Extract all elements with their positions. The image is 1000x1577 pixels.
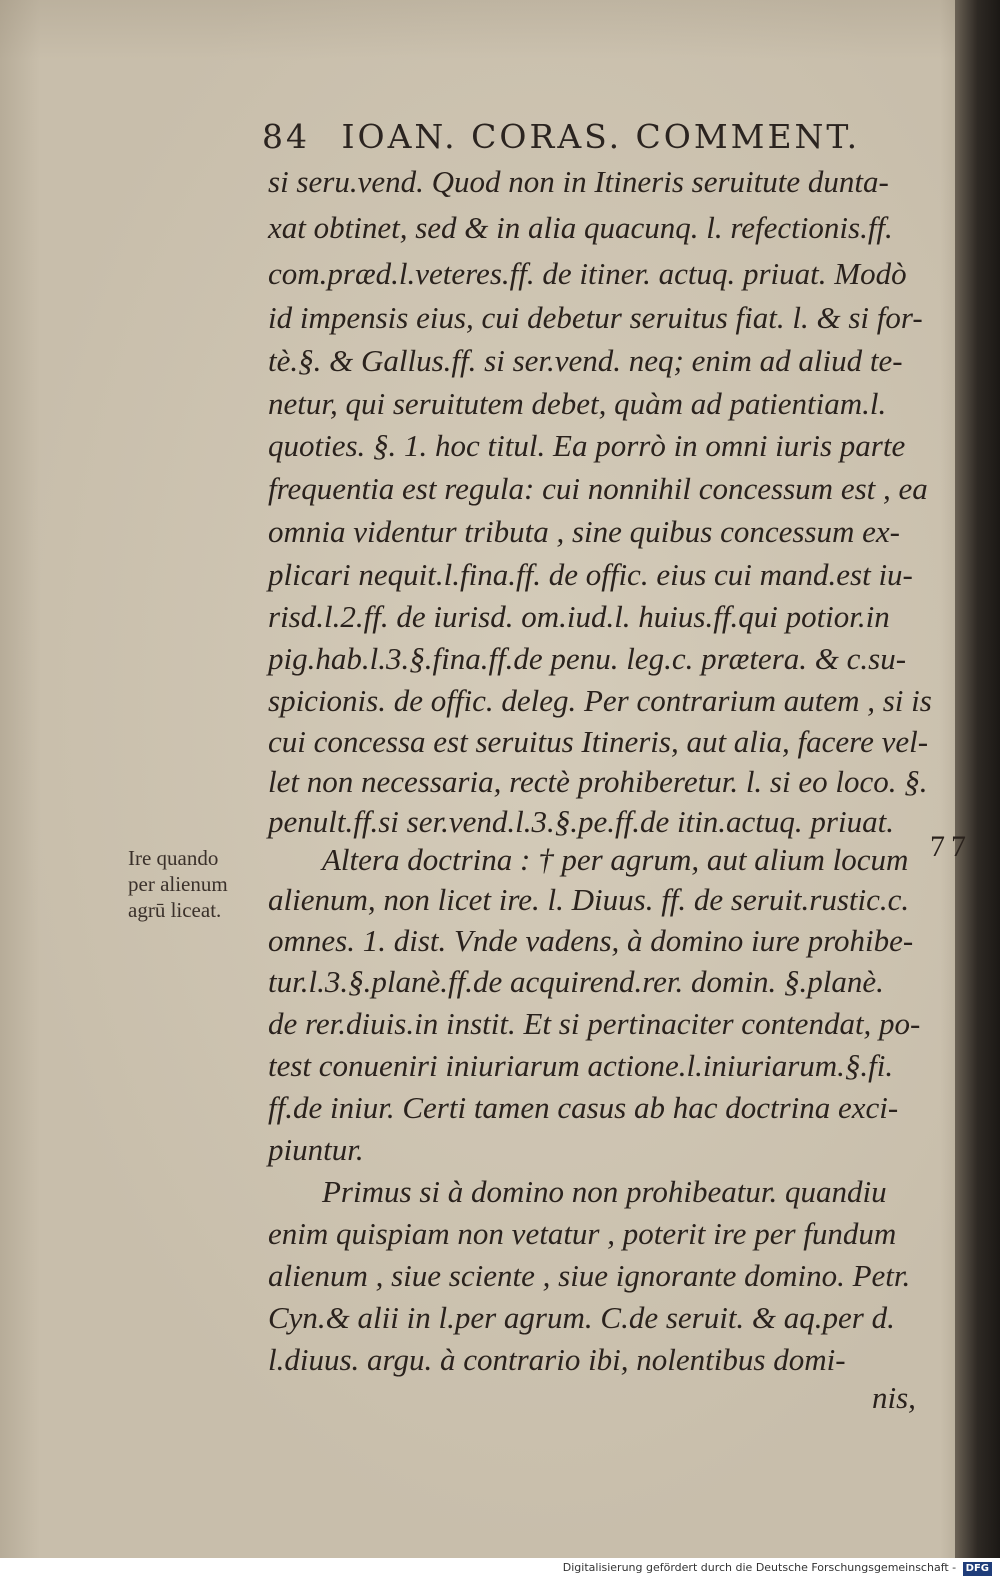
page-number: 84 — [262, 117, 310, 156]
text-line: ff.de iniur. Certi tamen casus ab hac doctrina exci- — [268, 1090, 899, 1125]
book-edge — [955, 0, 1000, 1560]
footer — [0, 1558, 1000, 1577]
text-line: si seru.vend. Quod non in Itineris seruitute dunta- — [268, 164, 889, 199]
text-line: pig.hab.l.3.§.fina.ff.de penu. leg.c. prӕtera. & c.su- — [268, 641, 907, 676]
margin-note-line: per alienum — [128, 872, 228, 896]
text-line: penult.ff.si ser.vend.l.3.§.pe.ff.de itin.actuq. priuat. — [268, 804, 894, 839]
text-line: frequentia est regula: cui nonnihil concessum est , ea — [268, 471, 928, 506]
text-line: com.prӕd.l.veteres.ff. de itiner. actuq. priuat. Modò — [268, 256, 907, 291]
catchword: nis, — [872, 1380, 916, 1415]
text-line: test conueniri iniuriarum actione.l.iniuriarum.§.fi. — [268, 1048, 894, 1083]
text-line: piuntur. — [268, 1132, 364, 1167]
running-title: IOAN. CORAS. COMMENT. — [341, 117, 861, 156]
text-line: quoties. §. 1. hoc titul. Ea porrò in omni iuris parte — [268, 428, 906, 463]
text-line: Altera doctrina : † per agrum, aut alium locum — [322, 842, 909, 877]
dfg-logo-icon: DFG — [963, 1562, 992, 1576]
margin-note-line: Ire quando — [128, 846, 219, 870]
text-line: tè.§. & Gallus.ff. si ser.vend. neq; enim ad aliud te- — [268, 343, 903, 378]
text-line: id impensis eius, cui debetur seruitus fiat. l. & si for- — [268, 300, 923, 335]
text-line: xat obtinet, sed & in alia quacunq. l. refectionis.ff. — [268, 210, 893, 245]
text-line: Primus si à domino non prohibeatur. quandiu — [322, 1174, 887, 1209]
text-line: plicari nequit.l.fina.ff. de offic. eius cui mand.est iu- — [268, 557, 913, 592]
text-line: let non necessaria, rectè prohiberetur. l. si eo loco. §. — [268, 764, 928, 799]
text-line: cui concessa est seruitus Itineris, aut alia, facere vel- — [268, 724, 929, 759]
text-line: omnes. 1. dist. Vnde vadens, à domino iure prohibe- — [268, 923, 914, 958]
text-line: spicionis. de offic. deleg. Per contrarium autem , si is — [268, 683, 932, 718]
text-line: risd.l.2.ff. de iurisd. om.iud.l. huius.ff.qui potior.in — [268, 599, 890, 634]
side-number: 77 — [930, 830, 972, 863]
text-line: tur.l.3.§.planè.ff.de acquirend.rer. domin. §.planè. — [268, 964, 884, 999]
text-line: alienum, non licet ire. l. Diuus. ff. de seruit.rustic.c. — [268, 882, 910, 917]
text-line: Cyn.& alii in l.per agrum. C.de seruit. & aq.per d. — [268, 1300, 895, 1335]
running-header — [262, 112, 942, 162]
margin-note-line: agrū liceat. — [128, 898, 222, 922]
text-line: omnia videntur tributa , sine quibus concessum ex- — [268, 514, 900, 549]
text-line: netur, qui seruitutem debet, quàm ad patientiam.l. — [268, 386, 887, 421]
text-line: enim quispiam non vetatur , poterit ire per fundum — [268, 1216, 897, 1251]
text-line: l.diuus. argu. à contrario ibi, nolentibus domi- — [268, 1342, 846, 1377]
text-line: de rer.diuis.in instit. Et si pertinaciter contendat, po- — [268, 1006, 921, 1041]
text-line: alienum , siue sciente , siue ignorante domino. Petr. — [268, 1258, 911, 1293]
footer-text: Digitalisierung gefördert durch die Deutsche Forschungsgemeinschaft - — [562, 1561, 957, 1574]
